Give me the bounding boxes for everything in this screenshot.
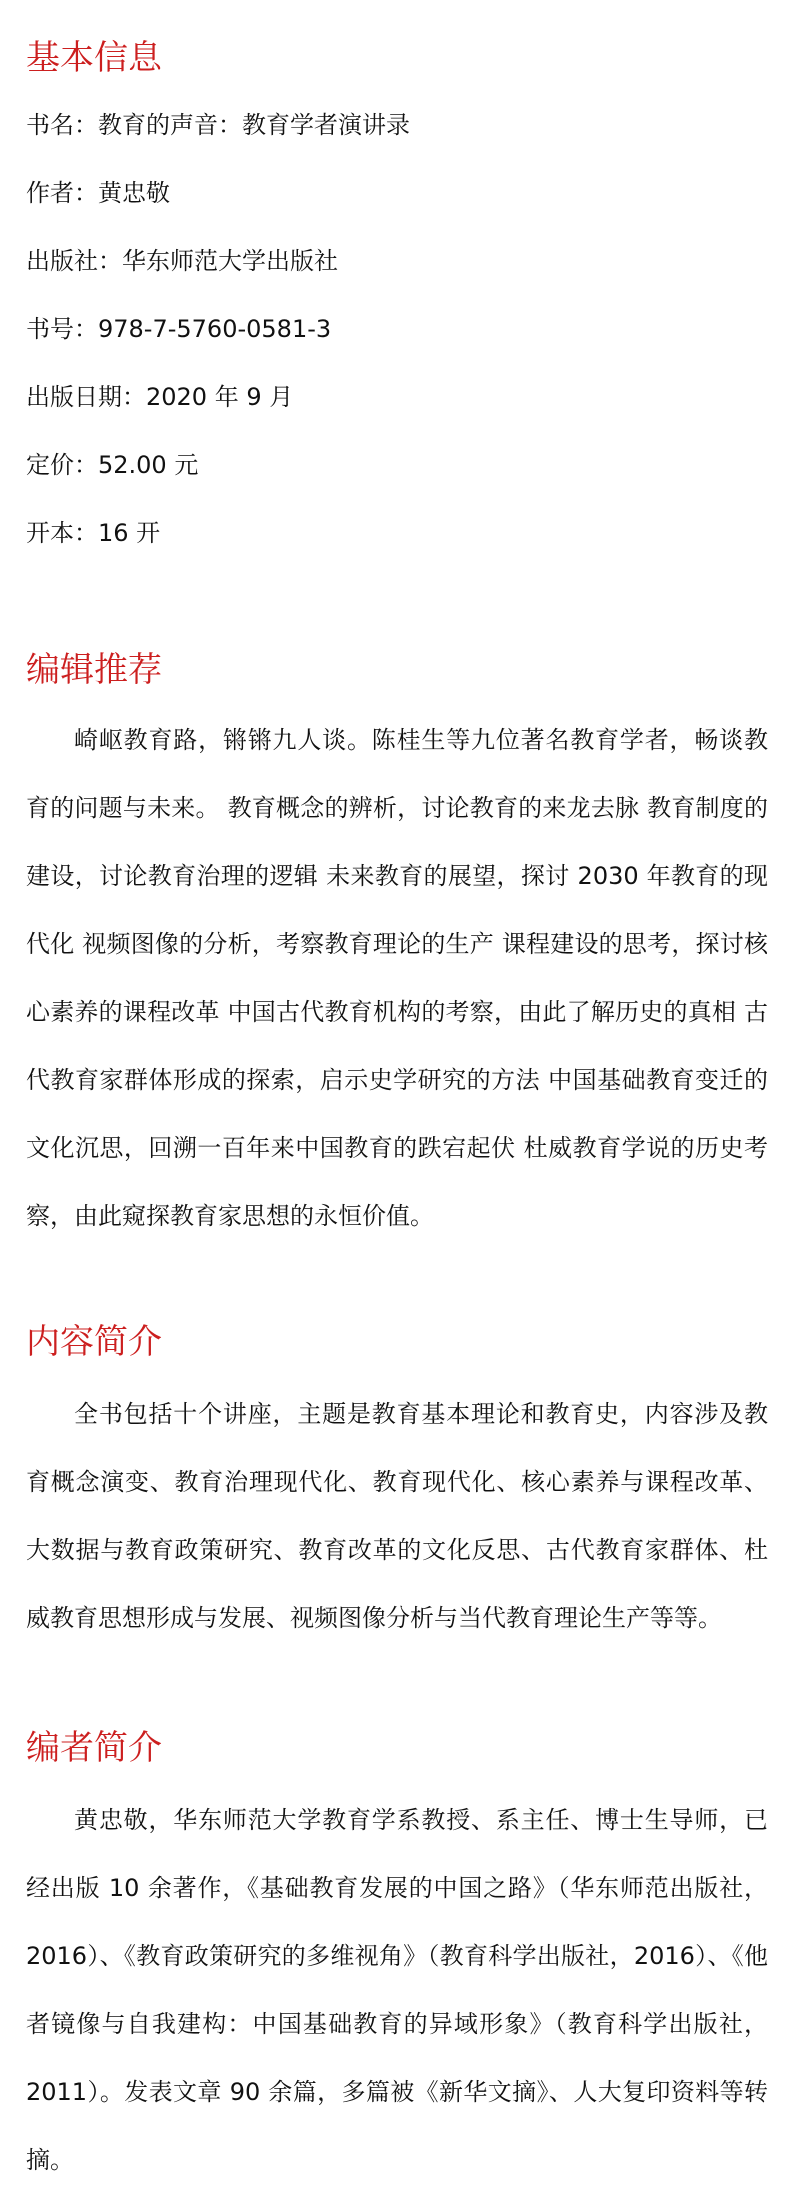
info-publish-date: 出版日期：2020 年 9 月 — [26, 383, 294, 411]
info-format: 开本：16 开 — [26, 519, 161, 547]
info-publisher: 出版社：华东师范大学出版社 — [26, 247, 338, 275]
content-summary-heading: 内容简介 — [26, 1322, 162, 1362]
basic-info-heading: 基本信息 — [26, 38, 162, 78]
editor-recommendation-text: 崎岖教育路，锵锵九人谈。陈桂生等九位著名教育学者，畅谈教育的问题与未来。 教育概念的辨析，讨论教育的来龙去脉 教育制度的建设，讨论教育治理的逻辑 未来教育的展望，探讨 2030 年教育的现代化 视频图像的分析，考察教育理论的生产 课程建设的思考，探讨核心素养的课程改革 中国古代教育机构的考察，由此了解历史的真相 古代教育家群体形成的探索，启示史学研究的方法 中国基础教育变迁的文化沉思，回溯一百年来中国教育的跌宕起伏 杜威教育学说的历史考察，由此窥探教育家思想的永恒价值。 — [26, 726, 768, 1230]
info-isbn: 书号：978-7-5760-0581-3 — [26, 315, 332, 343]
editor-recommendation-heading: 编辑推荐 — [26, 650, 162, 690]
info-title: 书名：教育的声音：教育学者演讲录 — [26, 111, 410, 139]
author-intro-heading: 编者简介 — [26, 1728, 162, 1768]
basic-info-list — [26, 110, 410, 586]
content-summary-text: 全书包括十个讲座，主题是教育基本理论和教育史，内容涉及教育概念演变、教育治理现代化、教育现代化、核心素养与课程改革、大数据与教育政策研究、教育改革的文化反思、古代教育家群体、杜威教育思想形成与发展、视频图像分析与当代教育理论生产等等。 — [26, 1400, 768, 1632]
info-price: 定价：52.00 元 — [26, 451, 199, 479]
author-intro-text: 黄忠敬，华东师范大学教育学系教授、系主任、博士生导师，已经出版 10 余著作，《基础教育发展的中国之路》（华东师范出版社，2016）、《教育政策研究的多维视角》（教育科学出版社，2016）、《他者镜像与自我建构：中国基础教育的异域形象》（教育科学出版社，2011）。发表文章 90 余篇，多篇被《新华文摘》、人大复印资料等转摘。 — [26, 1806, 768, 2174]
info-author: 作者：黄忠敬 — [26, 179, 170, 207]
